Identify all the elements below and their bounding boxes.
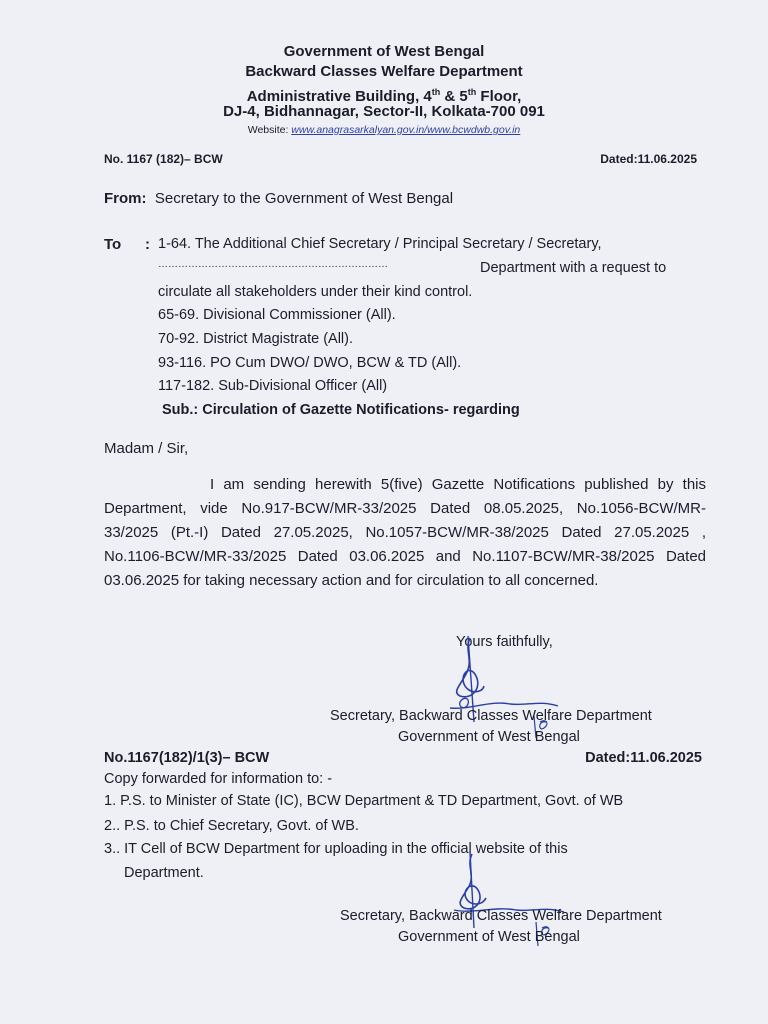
copy-number: No.1167(182)/1(3)– BCW	[104, 750, 270, 766]
copy-item-2: 2.. P.S. to Chief Secretary, Govt. of WB.	[104, 818, 359, 834]
from-line	[104, 190, 453, 207]
from-label: From:	[104, 190, 147, 207]
from-value: Secretary to the Government of West Bengal	[154, 190, 454, 207]
to-line-3: circulate all stakeholders under their kind control.	[158, 284, 473, 300]
addr-sup: th	[467, 87, 477, 97]
to-line-2: Department with a request to	[480, 260, 667, 276]
copy-item-1: 1. P.S. to Minister of State (IC), BCW Department & TD Department, Govt. of WB	[104, 793, 624, 809]
body-paragraph: I am sending herewith 5(five) Gazette Notifications published by this Department, vide No.917-BCW/MR-33/2025 Dated 08.05.2025, No.1056-BCW/MR-33/2025 (Pt.-I) Dated 27.05.2025, No.1057-BCW/MR-38/2025 Dated 27.05.2025 , No.1106-BCW/MR-33/2025 Dated 03.06.2025 and No.1107-BCW/MR-38/2025 Dated 03.06.2025 for taking necessary action and for circulation to all concerned.	[104, 476, 706, 589]
signatory-government: Government of West Bengal	[398, 729, 580, 745]
website-label: Website:	[247, 124, 292, 136]
addr-part: & 5	[440, 88, 468, 105]
to-dotted-blank: ……………………………………………………………	[158, 259, 388, 270]
to-colon: :	[145, 236, 150, 253]
header-website	[0, 124, 768, 136]
addr-part: Administrative Building, 4	[246, 88, 432, 105]
copy-intro: Copy forwarded for information to: -	[104, 771, 333, 787]
copy-item-3: 3.. IT Cell of BCW Department for uploading in the official website of this	[104, 841, 568, 857]
website-link[interactable]: www.anagrasarkalyan.gov.in/www.bcwdwb.gov.in	[291, 124, 521, 136]
to-line-7: 117-182. Sub-Divisional Officer (All)	[158, 378, 388, 394]
to-line-1: 1-64. The Additional Chief Secretary / Principal Secretary / Secretary,	[158, 236, 602, 252]
copy-date: Dated:11.06.2025	[585, 750, 702, 766]
memo-date: Dated:11.06.2025	[600, 152, 697, 166]
addr-part: Floor,	[476, 88, 522, 105]
header-address-city: DJ-4, Bidhannagar, Sector-II, Kolkata-700 091	[223, 103, 545, 120]
memo-number: No. 1167 (182)– BCW	[104, 152, 223, 166]
to-line-4: 65-69. Divisional Commissioner (All).	[158, 307, 396, 323]
salutation: Madam / Sir,	[104, 440, 189, 457]
copy-signatory-title: Secretary, Backward Classes Welfare Department	[340, 908, 662, 924]
addr-sup: th	[431, 87, 441, 97]
closing-text: Yours faithfully,	[456, 634, 553, 650]
header-government: Government of West Bengal	[283, 43, 485, 60]
signatory-title: Secretary, Backward Classes Welfare Department	[330, 708, 652, 724]
to-line-6: 93-116. PO Cum DWO/ DWO, BCW & TD (All).	[158, 355, 462, 371]
header-department: Backward Classes Welfare Department	[245, 63, 523, 80]
copy-signatory-government: Government of West Bengal	[398, 929, 580, 945]
to-label: To	[104, 236, 122, 253]
subject-line: Sub.: Circulation of Gazette Notifications- regarding	[162, 402, 520, 418]
copy-item-3-cont: Department.	[124, 865, 204, 881]
to-line-5: 70-92. District Magistrate (All).	[158, 331, 353, 347]
